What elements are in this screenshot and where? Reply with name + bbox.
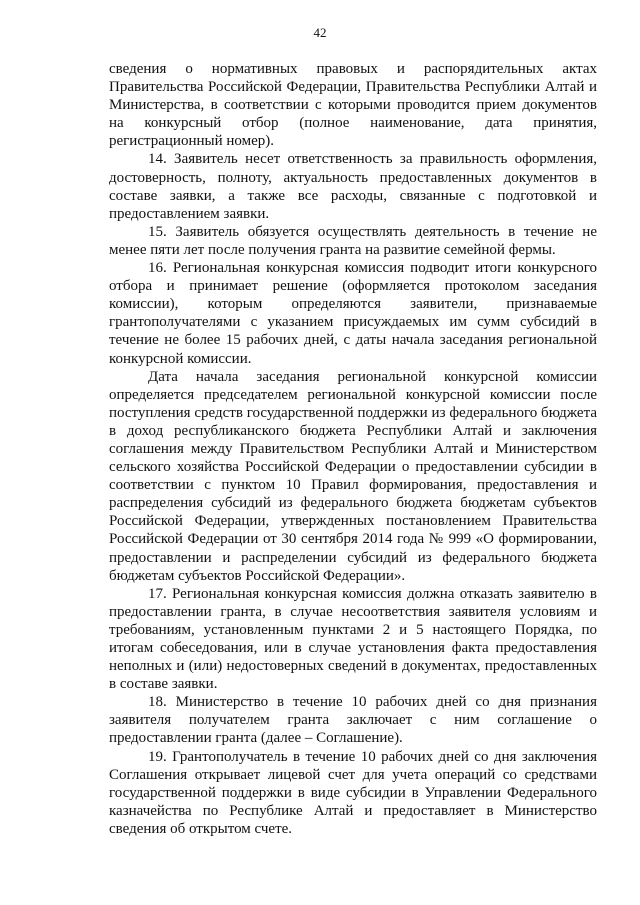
document-body — [109, 60, 597, 838]
page-number: 42 — [313, 25, 327, 40]
paragraph-item-19: 19. Грантополучатель в течение 10 рабочих дней со дня заключения Соглашения открывает лицевой счет для учета операций со средствами государственной поддержки в виде субсидии в Управлении Федерального казначейства по Республике Алтай и предоставляет в Министерство сведения об открытом счете. — [109, 748, 597, 837]
paragraph-item-17: 17. Региональная конкурсная комиссия должна отказать заявителю в предоставлении гранта, в случае несоответствия заявителя условиям и требованиям, установленным пунктами 2 и 5 настоящего Порядка, по итогам собеседования, или в случае установления факта предоставления неполных и (или) недостоверных сведений в документах, предоставленных в составе заявки. — [109, 585, 597, 693]
paragraph-commission-start-date: Дата начала заседания региональной конкурсной комиссии определяется председателем региональной конкурсной комиссии после поступления средств государственной поддержки из федерального бюджета в доход республиканского бюджета Республики Алтай и заключения соглашения между Правительством Республики Алтай и Министерством сельского хозяйства Российской Федерации о предоставлении субсидии в соответствии с пунктом 10 Правил формирования, предоставления и распределения субсидий из федерального бюджета бюджетам субъектов Российской Федерации, утвержденных постановлением Правительства Российской Федерации от 30 сентября 2014 года № 999 «О формировании, предоставлении и распределении субсидий из федерального бюджета бюджетам субъектов Российской Федерации». — [109, 368, 597, 584]
paragraph-item-14: 14. Заявитель несет ответственность за правильность оформления, достоверность, полноту, актуальность предоставленных документов в составе заявки, а также все расходы, связанные с подготовкой и предоставлением заявки. — [109, 151, 597, 222]
paragraph-item-18: 18. Министерство в течение 10 рабочих дней со дня признания заявителя получателем гранта заключает с ним соглашение о предоставлении гранта (далее – Соглашение). — [109, 694, 597, 747]
paragraph-item-16: 16. Региональная конкурсная комиссия подводит итоги конкурсного отбора и принимает решение (оформляется протоколом заседания комиссии), которым определяются заявители, признаваемые грантополучателями с указанием присуждаемых им сумм субсидий в течение не более 15 рабочих дней, с даты начала заседания региональной конкурсной комиссии. — [109, 260, 597, 367]
paragraph-continued-info: сведения о нормативных правовых и распорядительных актах Правительства Российской Федерации, Правительства Республики Алтай и Министерства, в соответствии с которыми проводится прием документов на конкурсный отбор (полное наименование, дата принятия, регистрационный номер). — [109, 61, 597, 150]
paragraph-item-15: 15. Заявитель обязуется осуществлять деятельность в течение не менее пяти лет после получения гранта на развитие семейной фермы. — [109, 223, 597, 258]
